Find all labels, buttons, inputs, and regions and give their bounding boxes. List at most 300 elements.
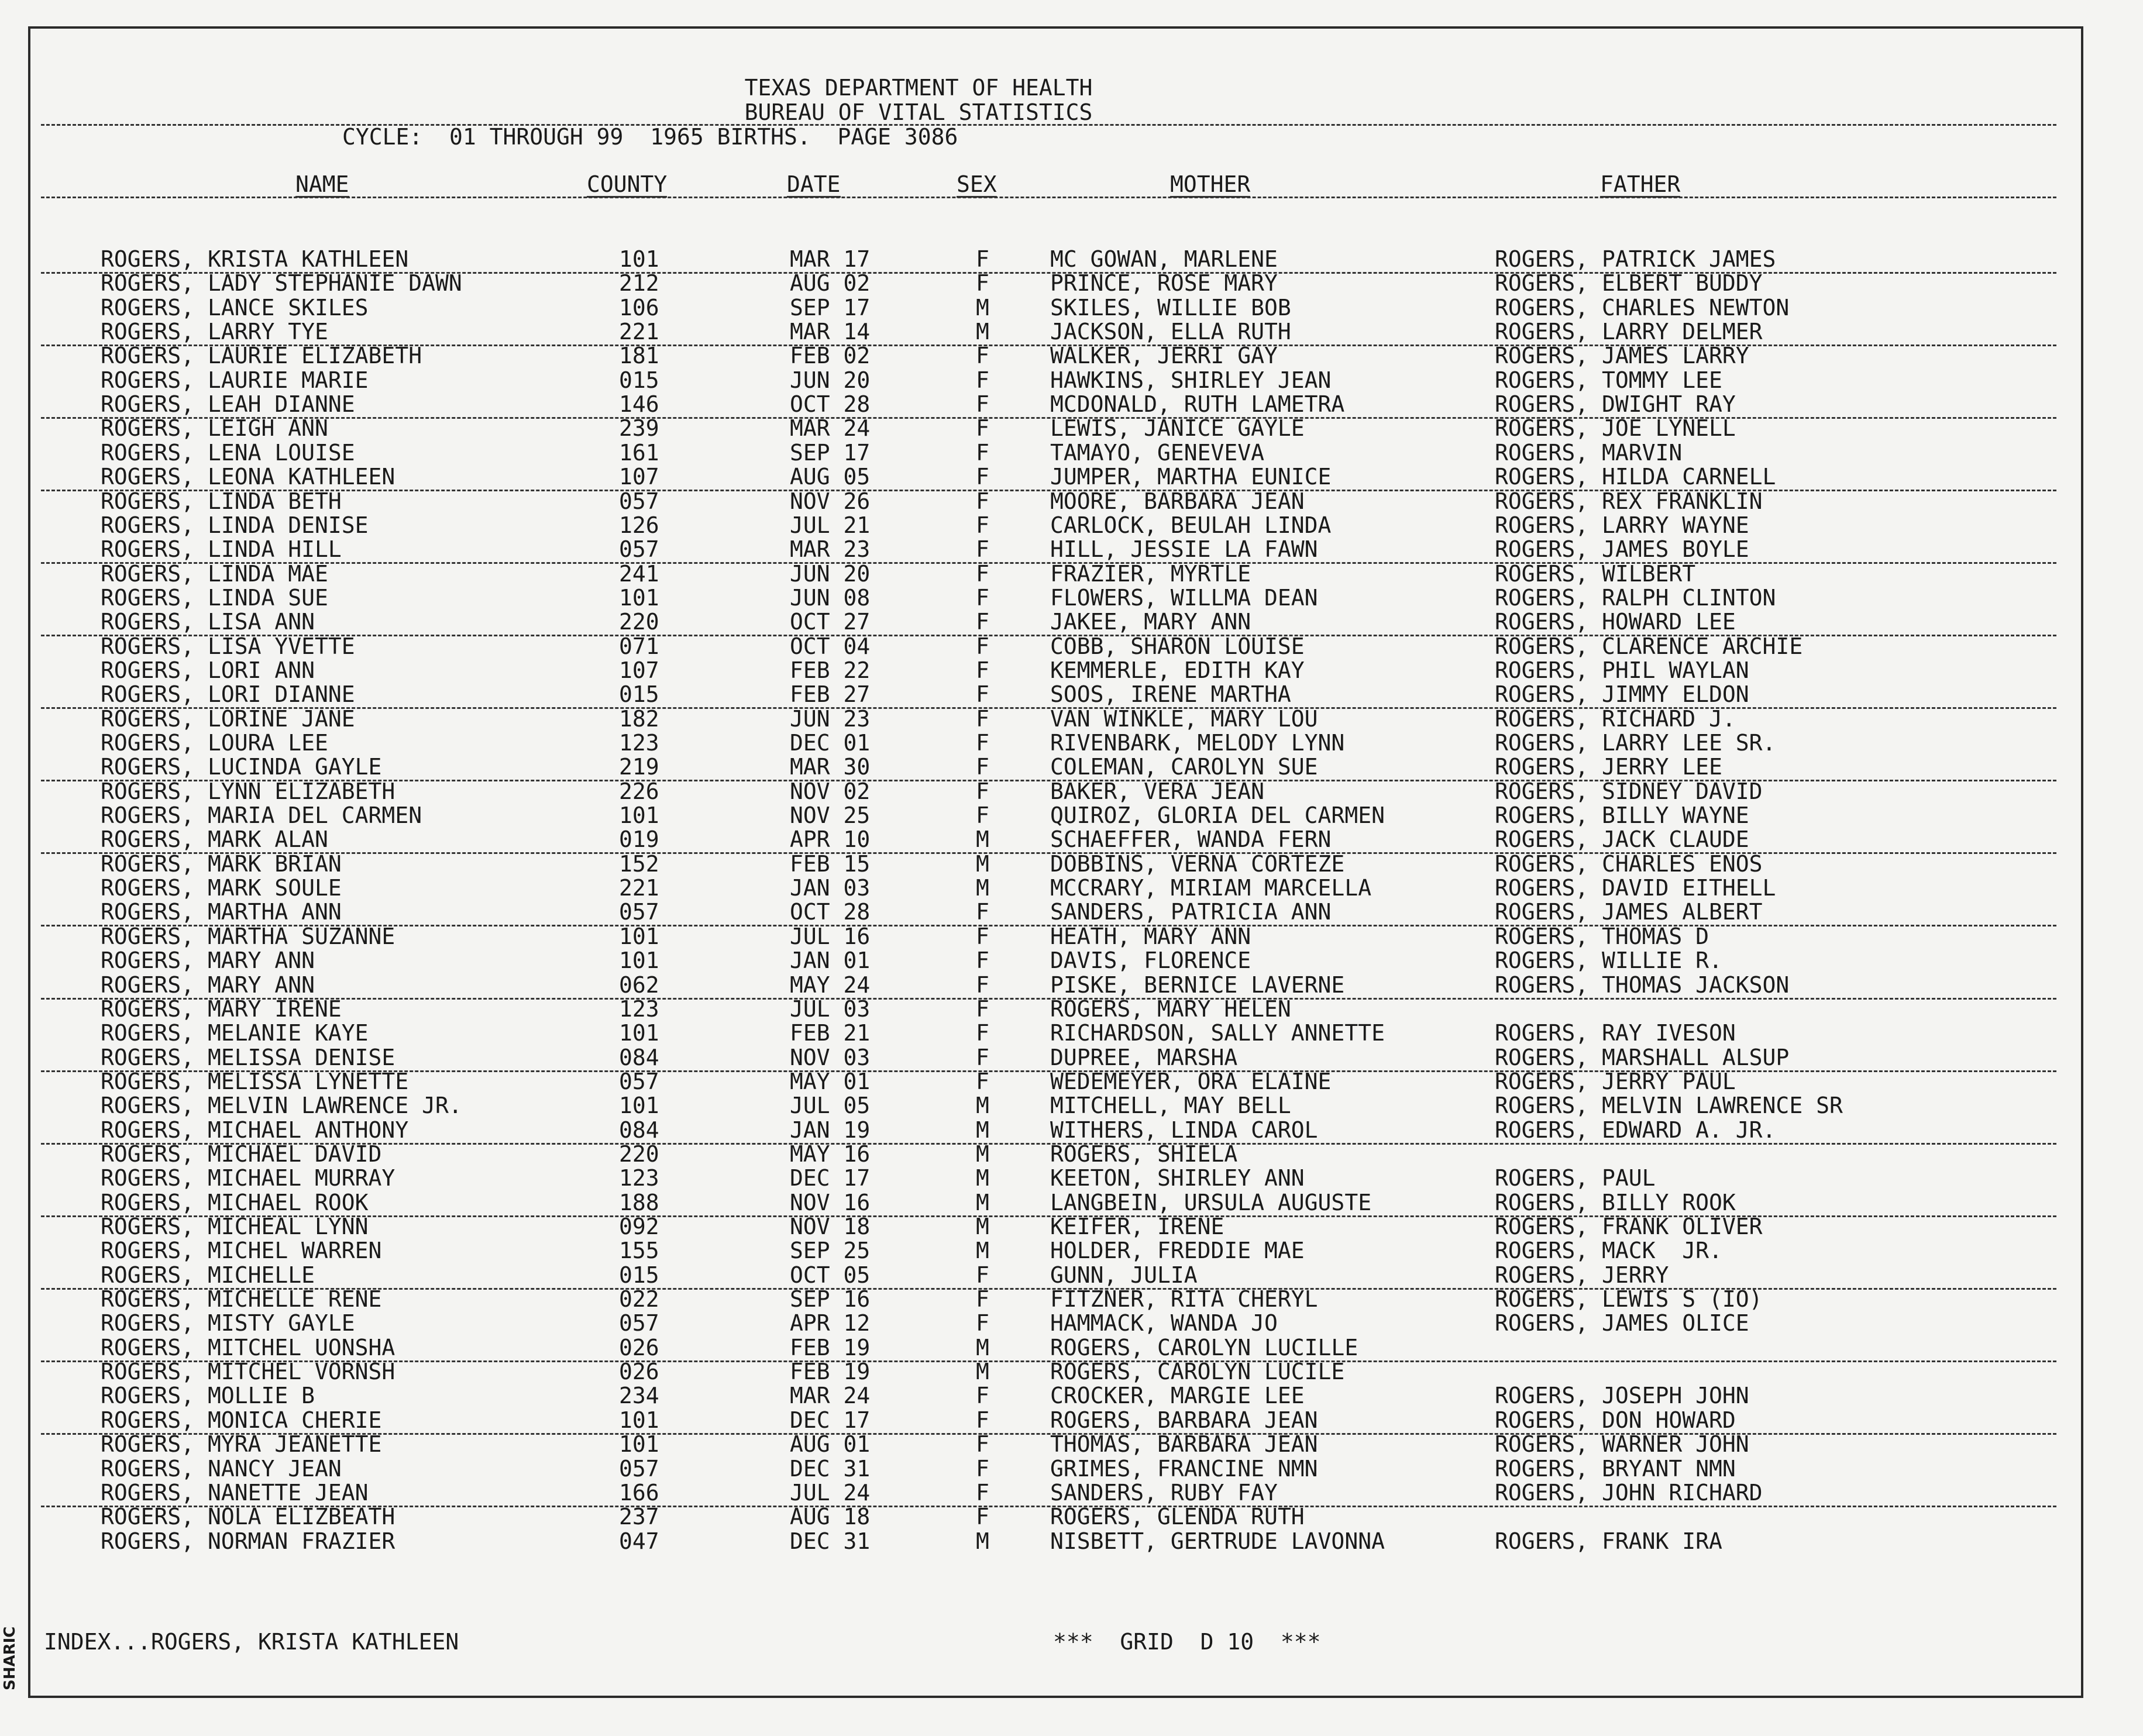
record-father: ROGERS, REX FRANKLIN: [1495, 488, 1763, 514]
table-row: [0, 562, 2106, 587]
record-county: 212: [619, 270, 659, 297]
record-name: ROGERS, LANCE SKILES: [101, 294, 369, 321]
cycle-line: CYCLE: 01 THROUGH 99 1965 BIRTHS. PAGE 3086: [342, 124, 958, 150]
record-mother: COLEMAN, CAROLYN SUE: [1050, 754, 1318, 780]
record-name: ROGERS, LEIGH ANN: [101, 415, 328, 442]
record-name: ROGERS, MICHEL WARREN: [101, 1238, 382, 1264]
record-sex: M: [976, 1117, 989, 1143]
record-name: ROGERS, LINDA SUE: [101, 584, 328, 611]
record-county: 057: [619, 488, 659, 514]
record-father: ROGERS, JAMES BOYLE: [1495, 536, 1749, 563]
table-row: [0, 1287, 2106, 1312]
record-sex: M: [976, 1165, 989, 1191]
record-county: 181: [619, 343, 659, 369]
record-sex: F: [976, 609, 989, 635]
record-name: ROGERS, LINDA DENISE: [101, 512, 369, 538]
record-county: 123: [619, 1165, 659, 1191]
record-name: ROGERS, MICHAEL DAVID: [101, 1141, 382, 1167]
record-name: ROGERS, MARTHA SUZANNE: [101, 923, 395, 949]
table-row: [0, 441, 2106, 466]
record-date: FEB 27: [790, 681, 871, 708]
record-date: JUN 20: [790, 367, 871, 393]
record-mother: CARLOCK, BEULAH LINDA: [1050, 512, 1332, 538]
record-father: ROGERS, PHIL WAYLAN: [1495, 657, 1749, 683]
record-sex: M: [976, 1141, 989, 1167]
record-date: FEB 02: [790, 343, 871, 369]
table-row: [0, 804, 2106, 828]
record-mother: PISKE, BERNICE LAVERNE: [1050, 972, 1345, 998]
table-row: [0, 949, 2106, 973]
record-date: FEB 19: [790, 1359, 871, 1385]
record-mother: VAN WINKLE, MARY LOU: [1050, 705, 1318, 732]
record-sex: M: [976, 1528, 989, 1554]
record-sex: F: [976, 1068, 989, 1094]
record-county: 219: [619, 754, 659, 780]
table-row: [0, 1530, 2106, 1554]
record-sex: F: [976, 730, 989, 756]
record-county: 057: [619, 1455, 659, 1482]
record-date: OCT 05: [790, 1262, 871, 1288]
record-date: DEC 17: [790, 1165, 871, 1191]
col-header-date: DATE: [787, 171, 841, 197]
table-row: [0, 538, 2106, 562]
record-date: JUL 24: [790, 1479, 871, 1506]
record-sex: M: [976, 1093, 989, 1119]
record-county: 239: [619, 415, 659, 442]
record-name: ROGERS, MELISSA LYNETTE: [101, 1068, 409, 1094]
table-row: [0, 828, 2106, 852]
record-mother: SKILES, WILLIE BOB: [1050, 294, 1291, 321]
grid-label: *** GRID D 10 ***: [1053, 1629, 1321, 1655]
record-father: ROGERS, JACK CLAUDE: [1495, 826, 1749, 853]
record-mother: DOBBINS, VERNA CORTEZE: [1050, 850, 1345, 877]
record-name: ROGERS, MONICA CHERIE: [101, 1407, 382, 1433]
record-date: FEB 21: [790, 1020, 871, 1046]
table-row: [0, 247, 2106, 272]
record-sex: F: [976, 560, 989, 587]
record-sex: F: [976, 415, 989, 442]
record-mother: WEDEMEYER, ORA ELAINE: [1050, 1068, 1332, 1094]
record-sex: F: [976, 754, 989, 780]
record-name: ROGERS, LEAH DIANNE: [101, 391, 355, 418]
record-date: NOV 26: [790, 488, 871, 514]
record-father: ROGERS, DWIGHT RAY: [1495, 391, 1736, 418]
record-father: ROGERS, CHARLES ENOS: [1495, 850, 1763, 877]
record-mother: MITCHELL, MAY BELL: [1050, 1093, 1291, 1119]
record-date: JAN 19: [790, 1117, 871, 1143]
record-mother: MCCRARY, MIRIAM MARCELLA: [1050, 875, 1372, 901]
record-date: FEB 15: [790, 850, 871, 877]
record-name: ROGERS, MYRA JEANETTE: [101, 1431, 382, 1458]
record-sex: M: [976, 294, 989, 321]
record-name: ROGERS, MICHAEL MURRAY: [101, 1165, 395, 1191]
record-date: JAN 01: [790, 948, 871, 974]
record-mother: RICHARDSON, SALLY ANNETTE: [1050, 1020, 1385, 1046]
record-name: ROGERS, LADY STEPHANIE DAWN: [101, 270, 462, 297]
table-row: [0, 876, 2106, 901]
table-row: [0, 465, 2106, 490]
record-father: ROGERS, JOHN RICHARD: [1495, 1479, 1763, 1506]
record-father: ROGERS, JERRY LEE: [1495, 754, 1722, 780]
table-row: [0, 659, 2106, 683]
record-name: ROGERS, LORINE JANE: [101, 705, 355, 732]
record-county: 237: [619, 1504, 659, 1530]
record-name: ROGERS, LISA ANN: [101, 609, 315, 635]
table-row: [0, 1360, 2106, 1384]
table-row: [0, 1336, 2106, 1360]
record-mother: DUPREE, MARSHA: [1050, 1044, 1238, 1070]
table-row: [0, 1408, 2106, 1433]
record-name: ROGERS, MARK BRIAN: [101, 850, 342, 877]
table-row: [0, 392, 2106, 417]
record-sex: F: [976, 367, 989, 393]
record-sex: F: [976, 1310, 989, 1337]
record-mother: DAVIS, FLORENCE: [1050, 948, 1251, 974]
record-date: SEP 17: [790, 294, 871, 321]
record-sex: F: [976, 343, 989, 369]
record-father: ROGERS, EDWARD A. JR.: [1495, 1117, 1776, 1143]
record-date: DEC 31: [790, 1455, 871, 1482]
record-mother: KEMMERLE, EDITH KAY: [1050, 657, 1305, 683]
table-row: [0, 973, 2106, 998]
record-date: NOV 02: [790, 778, 871, 804]
record-mother: RIVENBARK, MELODY LYNN: [1050, 730, 1345, 756]
record-father: ROGERS, WILBERT: [1495, 560, 1696, 587]
record-mother: KEIFER, IRENE: [1050, 1214, 1224, 1239]
record-date: JAN 03: [790, 875, 871, 901]
table-row: [0, 1481, 2106, 1506]
record-father: ROGERS, FRANK OLIVER: [1495, 1214, 1763, 1239]
record-date: DEC 01: [790, 730, 871, 756]
record-mother: PRINCE, ROSE MARY: [1050, 270, 1278, 297]
record-name: ROGERS, LARRY TYE: [101, 319, 328, 345]
record-county: 015: [619, 367, 659, 393]
record-date: MAY 01: [790, 1068, 871, 1094]
record-name: ROGERS, NANCY JEAN: [101, 1455, 342, 1482]
record-father: ROGERS, FRANK IRA: [1495, 1528, 1722, 1554]
record-county: 092: [619, 1214, 659, 1239]
record-sex: M: [976, 826, 989, 853]
record-county: 182: [619, 705, 659, 732]
record-county: 101: [619, 923, 659, 949]
record-date: FEB 19: [790, 1334, 871, 1360]
header-title: TEXAS DEPARTMENT OF HEALTH: [744, 75, 1093, 101]
record-father: ROGERS, JOSEPH JOHN: [1495, 1383, 1749, 1409]
record-father: ROGERS, HILDA CARNELL: [1495, 464, 1776, 490]
table-row: [0, 1311, 2106, 1336]
record-sex: M: [976, 319, 989, 345]
table-row: [0, 852, 2106, 877]
record-father: ROGERS, JAMES LARRY: [1495, 343, 1749, 369]
record-mother: THOMAS, BARBARA JEAN: [1050, 1431, 1318, 1458]
record-name: ROGERS, MELISSA DENISE: [101, 1044, 395, 1070]
record-father: ROGERS, DON HOWARD: [1495, 1407, 1736, 1433]
table-row: [0, 1118, 2106, 1143]
table-row: [0, 1021, 2106, 1046]
record-date: NOV 18: [790, 1214, 871, 1239]
record-date: JUN 08: [790, 584, 871, 611]
record-sex: F: [976, 584, 989, 611]
record-mother: FLOWERS, WILLMA DEAN: [1050, 584, 1318, 611]
record-mother: HOLDER, FREDDIE MAE: [1050, 1238, 1305, 1264]
record-county: 101: [619, 246, 659, 272]
table-row: [0, 344, 2106, 368]
record-county: 084: [619, 1117, 659, 1143]
record-sex: F: [976, 391, 989, 418]
record-name: ROGERS, MICHAEL ANTHONY: [101, 1117, 409, 1143]
record-father: ROGERS, SIDNEY DAVID: [1495, 778, 1763, 804]
table-row: [0, 1215, 2106, 1239]
record-date: MAY 16: [790, 1141, 871, 1167]
record-mother: LANGBEIN, URSULA AUGUSTE: [1050, 1189, 1372, 1215]
table-row: [0, 683, 2106, 707]
record-name: ROGERS, MITCHEL VORNSH: [101, 1359, 395, 1385]
record-county: 101: [619, 1093, 659, 1119]
record-county: 101: [619, 1407, 659, 1433]
record-name: ROGERS, MARIA DEL CARMEN: [101, 802, 422, 829]
record-mother: SANDERS, PATRICIA ANN: [1050, 899, 1332, 925]
record-father: ROGERS, PATRICK JAMES: [1495, 246, 1776, 272]
record-county: 015: [619, 1262, 659, 1288]
table-row: [0, 900, 2106, 925]
record-sex: F: [976, 1044, 989, 1070]
record-county: 101: [619, 948, 659, 974]
column-divider: [41, 197, 2056, 198]
record-name: ROGERS, MICHELLE: [101, 1262, 315, 1288]
record-name: ROGERS, LYNN ELIZABETH: [101, 778, 395, 804]
record-county: 226: [619, 778, 659, 804]
record-father: ROGERS, JERRY PAUL: [1495, 1068, 1736, 1094]
record-mother: ROGERS, SHIELA: [1050, 1141, 1238, 1167]
col-header-sex: SEX: [957, 171, 997, 197]
record-county: 107: [619, 657, 659, 683]
record-sex: F: [976, 802, 989, 829]
record-mother: JAKEE, MARY ANN: [1050, 609, 1251, 635]
index-line: INDEX...ROGERS, KRISTA KATHLEEN: [44, 1629, 459, 1655]
record-date: OCT 28: [790, 391, 871, 418]
record-mother: HAWKINS, SHIRLEY JEAN: [1050, 367, 1332, 393]
table-row: [0, 925, 2106, 949]
record-name: ROGERS, MELANIE KAYE: [101, 1020, 369, 1046]
record-father: ROGERS, JERRY: [1495, 1262, 1669, 1288]
record-date: OCT 27: [790, 609, 871, 635]
record-sex: F: [976, 681, 989, 708]
record-mother: MCDONALD, RUTH LAMETRA: [1050, 391, 1345, 418]
record-county: 101: [619, 1020, 659, 1046]
record-date: JUL 21: [790, 512, 871, 538]
record-name: ROGERS, LINDA HILL: [101, 536, 342, 563]
record-mother: FRAZIER, MYRTLE: [1050, 560, 1251, 587]
record-county: 047: [619, 1528, 659, 1554]
record-father: ROGERS, PAUL: [1495, 1165, 1656, 1191]
record-county: 188: [619, 1189, 659, 1215]
table-row: [0, 1191, 2106, 1215]
record-mother: QUIROZ, GLORIA DEL CARMEN: [1050, 802, 1385, 829]
record-county: 101: [619, 802, 659, 829]
record-county: 220: [619, 609, 659, 635]
record-name: ROGERS, LEONA KATHLEEN: [101, 464, 395, 490]
record-county: 057: [619, 899, 659, 925]
record-county: 019: [619, 826, 659, 853]
record-mother: SCHAEFFER, WANDA FERN: [1050, 826, 1332, 853]
record-county: 152: [619, 850, 659, 877]
record-mother: ROGERS, CAROLYN LUCILLE: [1050, 1334, 1358, 1360]
record-date: MAR 24: [790, 415, 871, 442]
table-row: [0, 997, 2106, 1022]
col-header-mother: MOTHER: [1170, 171, 1251, 197]
record-father: ROGERS, CLARENCE ARCHIE: [1495, 633, 1803, 659]
table-row: [0, 707, 2106, 732]
record-sex: F: [976, 1020, 989, 1046]
record-date: AUG 02: [790, 270, 871, 297]
record-date: JUL 16: [790, 923, 871, 949]
record-date: SEP 16: [790, 1286, 871, 1313]
side-label: SHARIC: [1, 1626, 19, 1690]
record-father: ROGERS, MELVIN LAWRENCE SR: [1495, 1093, 1843, 1119]
record-sex: M: [976, 1238, 989, 1264]
record-date: AUG 01: [790, 1431, 871, 1458]
record-county: 062: [619, 972, 659, 998]
record-name: ROGERS, MICHAEL ROOK: [101, 1189, 369, 1215]
record-date: FEB 22: [790, 657, 871, 683]
record-sex: F: [976, 1286, 989, 1313]
record-mother: ROGERS, CAROLYN LUCILE: [1050, 1359, 1345, 1385]
record-name: ROGERS, LORI ANN: [101, 657, 315, 683]
record-name: ROGERS, LISA YVETTE: [101, 633, 355, 659]
record-county: 026: [619, 1359, 659, 1385]
record-name: ROGERS, MITCHEL UONSHA: [101, 1334, 395, 1360]
record-name: ROGERS, LUCINDA GAYLE: [101, 754, 382, 780]
record-mother: WITHERS, LINDA CAROL: [1050, 1117, 1318, 1143]
record-county: 123: [619, 730, 659, 756]
record-sex: F: [976, 1407, 989, 1433]
record-mother: BAKER, VERA JEAN: [1050, 778, 1265, 804]
record-sex: F: [976, 1383, 989, 1409]
record-county: 234: [619, 1383, 659, 1409]
table-row: [0, 1384, 2106, 1408]
record-name: ROGERS, LENA LOUISE: [101, 439, 355, 466]
record-sex: M: [976, 1359, 989, 1385]
record-mother: JUMPER, MARTHA EUNICE: [1050, 464, 1332, 490]
record-date: JUN 20: [790, 560, 871, 587]
record-sex: F: [976, 512, 989, 538]
record-sex: F: [976, 464, 989, 490]
record-father: ROGERS, LARRY DELMER: [1495, 319, 1763, 345]
record-mother: JACKSON, ELLA RUTH: [1050, 319, 1291, 345]
record-mother: CROCKER, MARGIE LEE: [1050, 1383, 1305, 1409]
record-sex: F: [976, 657, 989, 683]
record-date: NOV 03: [790, 1044, 871, 1070]
record-mother: ROGERS, BARBARA JEAN: [1050, 1407, 1318, 1433]
record-father: ROGERS, WARNER JOHN: [1495, 1431, 1749, 1458]
record-date: MAR 23: [790, 536, 871, 563]
record-date: MAY 24: [790, 972, 871, 998]
record-mother: HEATH, MARY ANN: [1050, 923, 1251, 949]
record-mother: HAMMACK, WANDA JO: [1050, 1310, 1278, 1337]
record-county: 057: [619, 1068, 659, 1094]
table-row: [0, 635, 2106, 659]
record-county: 220: [619, 1141, 659, 1167]
col-header-name: NAME: [295, 171, 349, 197]
record-date: AUG 18: [790, 1504, 871, 1530]
table-row: [0, 368, 2106, 393]
record-name: ROGERS, NORMAN FRAZIER: [101, 1528, 395, 1554]
table-row: [0, 780, 2106, 804]
record-county: 084: [619, 1044, 659, 1070]
record-sex: F: [976, 1262, 989, 1288]
record-sex: F: [976, 948, 989, 974]
record-sex: F: [976, 439, 989, 466]
table-row: [0, 320, 2106, 345]
table-row: [0, 296, 2106, 321]
table-row: [0, 586, 2106, 611]
record-sex: M: [976, 850, 989, 877]
record-father: ROGERS, CHARLES NEWTON: [1495, 294, 1790, 321]
table-row: [0, 1046, 2106, 1070]
record-sex: M: [976, 1189, 989, 1215]
record-father: ROGERS, BILLY ROOK: [1495, 1189, 1736, 1215]
record-date: JUL 05: [790, 1093, 871, 1119]
record-father: ROGERS, JOE LYNELL: [1495, 415, 1736, 442]
record-mother: GUNN, JULIA: [1050, 1262, 1198, 1288]
record-father: ROGERS, ELBERT BUDDY: [1495, 270, 1763, 297]
col-header-father: FATHER: [1600, 171, 1681, 197]
record-name: ROGERS, LORI DIANNE: [101, 681, 355, 708]
record-father: ROGERS, TOMMY LEE: [1495, 367, 1722, 393]
record-sex: F: [976, 972, 989, 998]
table-row: [0, 610, 2106, 635]
record-date: APR 10: [790, 826, 871, 853]
record-father: ROGERS, MARSHALL ALSUP: [1495, 1044, 1790, 1070]
record-mother: ROGERS, GLENDA RUTH: [1050, 1504, 1305, 1530]
table-row: [0, 1457, 2106, 1482]
record-name: ROGERS, MARY IRENE: [101, 996, 342, 1022]
record-mother: WALKER, JERRI GAY: [1050, 343, 1278, 369]
record-father: ROGERS, LARRY WAYNE: [1495, 512, 1749, 538]
record-sex: F: [976, 270, 989, 297]
table-row: [0, 1239, 2106, 1263]
record-mother: NISBETT, GERTRUDE LAVONNA: [1050, 1528, 1385, 1554]
record-name: ROGERS, MARK ALAN: [101, 826, 328, 853]
record-sex: F: [976, 633, 989, 659]
record-sex: F: [976, 1431, 989, 1458]
record-mother: FITZNER, RITA CHERYL: [1050, 1286, 1318, 1313]
record-father: ROGERS, JAMES OLICE: [1495, 1310, 1749, 1337]
record-county: 107: [619, 464, 659, 490]
table-row: [0, 490, 2106, 514]
record-date: NOV 16: [790, 1189, 871, 1215]
record-father: ROGERS, LEWIS S (IO): [1495, 1286, 1763, 1313]
record-mother: ROGERS, MARY HELEN: [1050, 996, 1291, 1022]
record-name: ROGERS, MOLLIE B: [101, 1383, 315, 1409]
table-row: [0, 1166, 2106, 1191]
record-date: DEC 17: [790, 1407, 871, 1433]
record-date: APR 12: [790, 1310, 871, 1337]
record-mother: GRIMES, FRANCINE NMN: [1050, 1455, 1318, 1482]
table-row: [0, 1094, 2106, 1118]
record-county: 126: [619, 512, 659, 538]
record-name: ROGERS, MARK SOULE: [101, 875, 342, 901]
table-row: [0, 1505, 2106, 1530]
record-sex: F: [976, 246, 989, 272]
table-row: [0, 731, 2106, 756]
col-header-county: COUNTY: [587, 171, 668, 197]
record-date: SEP 17: [790, 439, 871, 466]
table-row: [0, 755, 2106, 780]
record-father: ROGERS, RICHARD J.: [1495, 705, 1736, 732]
record-name: ROGERS, KRISTA KATHLEEN: [101, 246, 409, 272]
table-row: [0, 1432, 2106, 1457]
